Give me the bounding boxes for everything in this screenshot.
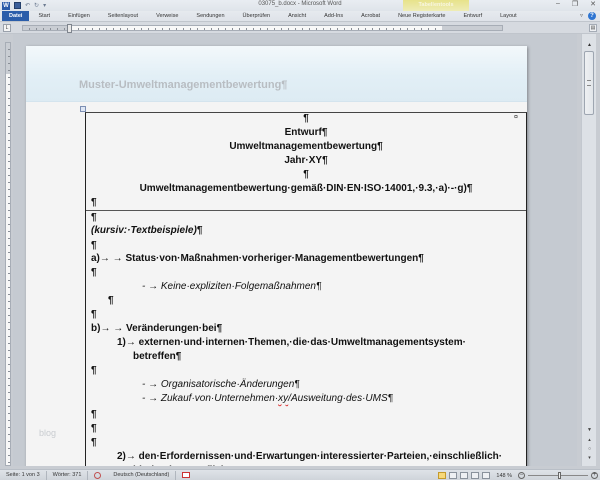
web-layout-view-button[interactable] [460, 472, 468, 479]
tab-entwurf[interactable]: Entwurf [463, 13, 483, 19]
draft-view-button[interactable] [482, 472, 490, 479]
tab-acrobat[interactable]: Acrobat [361, 13, 381, 19]
macro-recording-icon[interactable] [182, 472, 190, 478]
pilcrow: ¶ [91, 240, 97, 251]
tab-datei[interactable]: Datei [2, 11, 29, 21]
page-count[interactable]: Seite: 1 von 3 [0, 471, 47, 480]
indent-marker[interactable] [67, 24, 72, 33]
item-b1-line1: 1)→ externen·und·internen·Themen,·die·das·Umweltmanagementsystem· [117, 337, 466, 348]
item-b: b)→ → Veränderungen·bei¶ [91, 323, 223, 334]
previous-page-icon[interactable]: ▴ [588, 437, 591, 443]
minimize-ribbon-icon[interactable]: ▿ [579, 13, 583, 19]
tab-layout[interactable]: Layout [500, 13, 517, 19]
next-page-icon[interactable]: ▾ [588, 455, 591, 461]
pilcrow: ¶ [91, 409, 97, 420]
pilcrow: ¶ [91, 267, 97, 278]
item-b1-line2: betreffen¶ [133, 351, 182, 362]
tab-ansicht[interactable]: Ansicht [288, 13, 307, 19]
spelling-error[interactable]: xy [278, 393, 289, 404]
item-a-bullet: - → Keine·expliziten·Folgemaßnahmen¶ [142, 281, 322, 292]
zoom-level[interactable]: 148 % [496, 472, 512, 479]
pilcrow: ¶ [303, 169, 309, 180]
window-controls [556, 0, 596, 8]
document-table[interactable] [85, 112, 527, 466]
item-a: a)→ → Status·von·Maßnahmen·vorheriger·Managementbewertungen¶ [91, 253, 424, 264]
ribbon-tabs [0, 11, 600, 21]
tab-neue-registerkarte[interactable]: Neue Registerkarte [398, 13, 446, 19]
view-zoom-controls [438, 470, 598, 480]
view-ruler-icon[interactable]: ▤ [590, 25, 596, 31]
outline-view-button[interactable] [471, 472, 479, 479]
browse-object-icon[interactable]: ○ [587, 446, 592, 452]
table-cell-title[interactable] [86, 113, 526, 211]
tab-selector-button[interactable]: L [3, 24, 11, 32]
document-page[interactable] [26, 46, 527, 466]
scroll-up-icon[interactable]: ▲ [587, 42, 592, 48]
window-title: 03075_b.docx - Microsoft Word [258, 1, 342, 7]
pilcrow: ¶ [91, 197, 97, 208]
ruler-right-margin [442, 26, 502, 30]
pilcrow: ¶ [303, 113, 309, 124]
italic-note: (kursiv:·Textbeispiele)¶ [91, 225, 203, 236]
title-umweltmanagementbewertung: Umweltmanagementbewertung¶ [229, 141, 383, 152]
item-b2-line1: 2)→ den·Erfordernissen·und·Erwartungen·interessierter·Parteien,·einschließlich· [117, 451, 503, 462]
close-icon[interactable]: ✕ [590, 1, 596, 8]
page-header[interactable] [26, 46, 527, 102]
restore-icon[interactable]: ❐ [571, 1, 579, 8]
zoom-slider[interactable] [528, 475, 588, 476]
full-screen-reading-view-button[interactable] [449, 472, 457, 479]
status-bar [0, 469, 600, 480]
item-b1-bullet-1: - → Organisatorische·Änderungen¶ [142, 379, 300, 390]
minimize-icon[interactable]: – [555, 0, 560, 7]
item-b1-bullet-2 [142, 393, 393, 404]
tab-verweise[interactable]: Verweise [156, 13, 179, 19]
pilcrow: ¶ [108, 295, 114, 306]
tab-add-ins[interactable]: Add-Ins [324, 13, 344, 19]
ruler-ticks [6, 43, 10, 465]
item-b2-line2 [133, 465, 266, 466]
customize-qat-icon[interactable]: ▾ [43, 2, 47, 9]
undo-icon[interactable]: ↶ [25, 2, 31, 9]
bullet-text-pre: - → Zukauf·von·Unternehmen· [142, 393, 279, 404]
header-text: Muster-Umweltmanagementbewertung¶ [79, 79, 288, 91]
table-end-mark: ¤ [514, 114, 518, 121]
document-area [13, 34, 577, 466]
horizontal-ruler[interactable] [22, 25, 503, 31]
tab-sendungen[interactable]: Sendungen [196, 13, 225, 19]
vertical-ruler[interactable] [5, 42, 11, 466]
redo-icon[interactable]: ↻ [34, 2, 40, 9]
zoom-slider-knob[interactable] [558, 472, 561, 479]
title-entwurf: Entwurf¶ [284, 127, 328, 138]
watermark: blog [39, 428, 57, 438]
ruler-ticks [23, 26, 502, 30]
tab-start[interactable]: Start [38, 13, 51, 19]
title-bar [0, 0, 600, 11]
scroll-down-icon[interactable]: ▼ [587, 427, 592, 433]
word-count[interactable]: Wörter: 371 [47, 471, 89, 480]
title-iso-reference: Umweltmanagementbewertung·gemäß·DIN·EN·ISO·14001,·9.3,·a)·-·g)¶ [139, 183, 473, 194]
help-icon[interactable]: ? [588, 12, 596, 20]
pilcrow: ¶ [91, 212, 97, 223]
pilcrow: ¶ [91, 423, 97, 434]
bullet-text-post: /Ausweitung·des·UMS¶ [288, 393, 394, 404]
contextual-group-label: Tabellentools [418, 2, 454, 8]
zoom-in-button[interactable]: + [592, 472, 597, 478]
zoom-out-button[interactable]: − [519, 472, 524, 478]
pilcrow: ¶ [91, 437, 97, 448]
word-app-icon[interactable]: W [3, 2, 9, 9]
vertical-scrollbar[interactable] [581, 34, 596, 466]
scrollbar-thumb[interactable] [584, 51, 594, 115]
language[interactable]: Deutsch (Deutschland) [107, 471, 176, 480]
proofing-icon[interactable] [94, 472, 101, 479]
print-layout-view-button[interactable] [438, 472, 446, 479]
title-jahr: Jahr·XY¶ [284, 155, 328, 166]
tab-ueberpruefen[interactable]: Überprüfen [242, 13, 271, 19]
tab-seitenlayout[interactable]: Seitenlayout [107, 13, 139, 19]
tab-einfuegen[interactable]: Einfügen [68, 13, 90, 19]
pilcrow: ¶ [91, 365, 97, 376]
horizontal-ruler-bar [0, 21, 600, 34]
pilcrow: ¶ [91, 309, 97, 320]
